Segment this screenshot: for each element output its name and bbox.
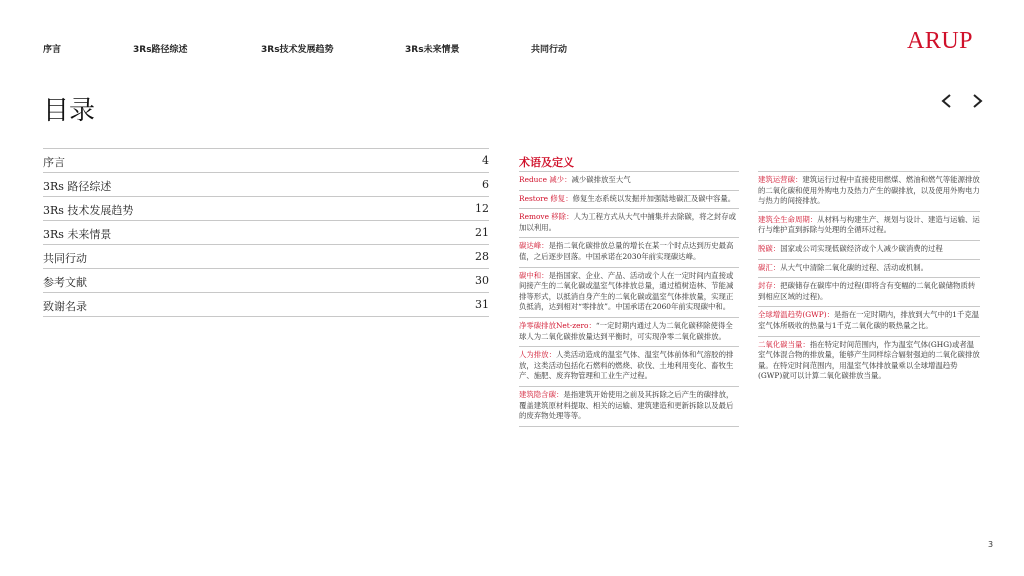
term-entry: [519, 237, 739, 266]
term-entry: [758, 171, 980, 211]
page-title: 目录: [43, 96, 96, 126]
term-text: 是指国家、企业、产品、活动或个人在一定时间内直接或间接产生的二氧化碳或温室气体排放总量，通过植树造林、节能减排等形式，以抵消自身产生的二氧化碳或温室气体排放量，实现正负抵消，达到相对“零排放”。中国承诺在2060年前实现碳中和。: [519, 270, 734, 312]
toc-label: 序言: [43, 156, 65, 169]
chevron-right-icon[interactable]: [968, 92, 986, 110]
term-key: 脱碳：: [758, 243, 781, 253]
term-key: 碳达峰：: [519, 241, 549, 251]
term-key: Reduce 减少：: [519, 175, 572, 184]
term-key: Remove 移除：: [519, 212, 574, 222]
term-entry: [758, 240, 980, 259]
term-entry: [758, 336, 980, 386]
term-text: 从材料与构建生产、规划与设计、建造与运输、运行与维护直到拆除与处理的全循环过程。: [758, 214, 980, 235]
toc-label: 3Rs 未来情景: [43, 228, 112, 241]
term-entry: [519, 171, 739, 190]
toc-row-references[interactable]: [43, 268, 489, 292]
arup-logo: ARUP: [907, 28, 974, 54]
nav-item-scenarios[interactable]: 3Rs未来情景: [405, 45, 460, 55]
terms-title: 术语及定义: [519, 156, 574, 169]
term-key: 建筑全生命周期：: [758, 214, 818, 224]
term-text: 是指二氧化碳排放总量的增长在某一个时点达到历史最高值，之后逐步回落。中国承诺在2030年前实现碳达峰。: [519, 241, 734, 261]
term-text: “一定时期内通过人为二氧化碳移除使得全球人为二氧化碳排放量达到平衡时，可实现净零二氧化碳排放。: [519, 320, 733, 341]
term-key: 封存：: [758, 281, 781, 291]
term-entry: [519, 346, 739, 386]
toc-row-action[interactable]: [43, 244, 489, 268]
term-key: 人为排放：: [519, 350, 556, 360]
term-text: 国家或公司实现低碳经济或个人减少碳消费的过程: [780, 243, 943, 253]
term-entry: [519, 317, 739, 346]
term-entry: [758, 259, 980, 278]
term-key: Restore 修复：: [519, 193, 573, 203]
term-text: 修复生态系统以发掘并加强陆地碳汇及碳中容量。: [572, 193, 736, 203]
toc-page: 21: [475, 226, 489, 239]
term-text: 是指在一定时期内，排放到大气中的1千克温室气体所吸收的热量与1千克二氧化碳的吸热量之比。: [758, 310, 980, 330]
term-key: 碳中和：: [519, 270, 549, 280]
term-text: 减少碳排放至大气: [571, 175, 631, 184]
nav-item-trends[interactable]: 3Rs技术发展趋势: [261, 45, 334, 55]
term-key: 建筑隐含碳：: [519, 389, 564, 399]
term-key: 全球增温趋势(GWP)：: [758, 310, 834, 320]
chevron-left-icon[interactable]: [938, 92, 956, 110]
page-number: 3: [988, 540, 994, 549]
toc-label: 3Rs 路径综述: [43, 180, 112, 193]
nav-item-overview[interactable]: 3Rs路径综述: [133, 45, 188, 55]
toc-row-overview[interactable]: [43, 172, 489, 196]
toc-label: 致谢名录: [43, 300, 87, 313]
toc-page: 31: [475, 298, 489, 311]
toc-row-trends[interactable]: [43, 196, 489, 220]
toc-page: 30: [475, 274, 489, 287]
toc-row-acknowledgements[interactable]: [43, 292, 489, 317]
term-key: 净零碳排放Net-zero：: [519, 320, 596, 330]
terms-column-left: [519, 171, 739, 427]
term-entry: [519, 386, 739, 427]
term-text: 人为工程方式从大气中捕集并去除碳，将之封存或加以利用。: [519, 212, 737, 232]
toc-label: 共同行动: [43, 252, 87, 265]
nav-item-action[interactable]: 共同行动: [531, 45, 568, 55]
term-entry: [758, 277, 980, 306]
term-text: 是指建筑开始使用之前及其拆除之后产生的碳排放，覆盖建筑原材料提取、相关的运输、建筑建造和更新拆除以及最后的废弃物处理等等。: [519, 389, 734, 421]
term-text: 人类活动造成的温室气体、温室气体前体和气溶胶的排放，这类活动包括化石燃料的燃烧、砍伐、土地利用变化、畜牧生产、施肥、废弃物管理和工业生产过程。: [519, 350, 734, 381]
term-entry: [758, 211, 980, 240]
toc-row-preface[interactable]: [43, 148, 489, 172]
term-text: 从大气中清除二氧化碳的过程、活动或机制。: [780, 262, 929, 272]
nav-item-preface[interactable]: 序言: [43, 45, 62, 55]
term-entry: [519, 190, 739, 209]
toc-page: 4: [482, 154, 489, 167]
term-text: 指在特定时间范围内，作为温室气体(GHG)或者温室气体混合物的排放量，能够产生同样综合辐射强迫的二氧化碳排放量。在特定时间范围内，用温室气体排放量乘以全球增温趋势(GWP)就可以计算二氧化碳排放当量。: [758, 339, 980, 381]
pager: [938, 92, 988, 112]
toc-label: 参考文献: [43, 276, 87, 289]
term-text: 把碳储存在碳库中的过程(即将含有变幅的二氧化碳储物质转到相应区域的过程)。: [758, 281, 976, 301]
toc-page: 12: [475, 202, 489, 215]
toc-label: 3Rs 技术发展趋势: [43, 204, 134, 217]
term-text: 建筑运行过程中直接使用燃煤、燃油和燃气等能源排放的二氧化碳和使用外购电力及热力产生的碳排放，以及使用外购电力与热力的间接排放。: [758, 175, 980, 206]
term-entry: [519, 267, 739, 317]
term-entry: [519, 208, 739, 237]
toc-row-scenarios[interactable]: [43, 220, 489, 244]
toc-page: 28: [475, 250, 489, 263]
term-key: 碳汇：: [758, 262, 781, 272]
table-of-contents: [43, 148, 489, 317]
term-key: 二氧化碳当量：: [758, 339, 810, 349]
terms-column-right: [758, 171, 980, 386]
term-key: 建筑运营碳：: [758, 175, 803, 184]
term-entry: [758, 306, 980, 335]
toc-page: 6: [482, 178, 489, 191]
